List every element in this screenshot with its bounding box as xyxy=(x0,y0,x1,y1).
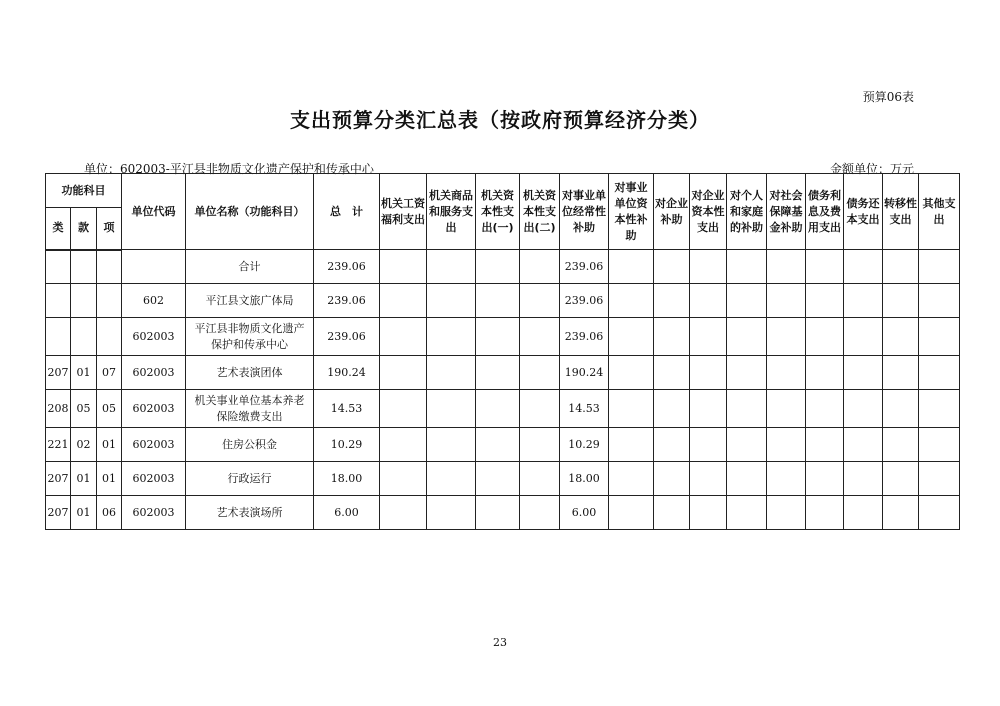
cell-col-6 xyxy=(609,390,654,428)
cell-xiang: 05 xyxy=(97,390,122,428)
header-col-4: 机关资本性支出(二) xyxy=(520,174,560,250)
cell-col-13 xyxy=(883,462,919,496)
cell-kuan xyxy=(71,284,97,318)
cell-col-2 xyxy=(427,250,476,284)
cell-unit-code: 602003 xyxy=(122,496,186,530)
cell-col-10 xyxy=(767,284,806,318)
cell-col-12 xyxy=(844,428,883,462)
cell-total: 239.06 xyxy=(314,284,380,318)
cell-col-7 xyxy=(654,250,690,284)
cell-col-12 xyxy=(844,318,883,356)
cell-col-3 xyxy=(476,390,520,428)
cell-col-11 xyxy=(806,284,844,318)
header-xiang: 项 xyxy=(97,208,122,250)
cell-kuan: 02 xyxy=(71,428,97,462)
cell-total: 190.24 xyxy=(314,356,380,390)
cell-xiang: 01 xyxy=(97,428,122,462)
header-unit-name: 单位名称（功能科目） xyxy=(186,174,314,250)
cell-col-7 xyxy=(654,356,690,390)
cell-col-5: 239.06 xyxy=(560,250,609,284)
cell-col-9 xyxy=(727,356,767,390)
table-row xyxy=(46,284,960,318)
cell-col-4 xyxy=(520,318,560,356)
cell-col-1 xyxy=(380,284,427,318)
header-col-14: 其他支出 xyxy=(919,174,960,250)
cell-col-3 xyxy=(476,462,520,496)
cell-lei xyxy=(46,250,71,284)
header-lei: 类 xyxy=(46,208,71,250)
cell-col-2 xyxy=(427,462,476,496)
cell-col-14 xyxy=(919,496,960,530)
header-col-3: 机关资本性支出(一) xyxy=(476,174,520,250)
page-title: 支出预算分类汇总表（按政府预算经济分类） xyxy=(290,108,710,132)
cell-col-14 xyxy=(919,428,960,462)
cell-col-3 xyxy=(476,318,520,356)
cell-col-6 xyxy=(609,496,654,530)
header-col-9: 对个人和家庭的补助 xyxy=(727,174,767,250)
cell-total: 10.29 xyxy=(314,428,380,462)
cell-unit-name: 艺术表演团体 xyxy=(186,356,314,390)
cell-col-12 xyxy=(844,284,883,318)
cell-col-6 xyxy=(609,284,654,318)
header-func-subject: 功能科目 xyxy=(46,174,122,208)
cell-unit-code xyxy=(122,250,186,284)
cell-col-14 xyxy=(919,356,960,390)
cell-col-4 xyxy=(520,390,560,428)
cell-kuan xyxy=(71,318,97,356)
header-unit-code: 单位代码 xyxy=(122,174,186,250)
cell-col-1 xyxy=(380,428,427,462)
cell-xiang: 07 xyxy=(97,356,122,390)
cell-total: 6.00 xyxy=(314,496,380,530)
cell-lei: 207 xyxy=(46,496,71,530)
cell-col-11 xyxy=(806,462,844,496)
table-row xyxy=(46,250,960,284)
cell-col-4 xyxy=(520,356,560,390)
cell-col-7 xyxy=(654,318,690,356)
cell-col-10 xyxy=(767,462,806,496)
cell-col-10 xyxy=(767,250,806,284)
cell-xiang xyxy=(97,284,122,318)
cell-col-1 xyxy=(380,390,427,428)
cell-col-1 xyxy=(380,496,427,530)
cell-col-13 xyxy=(883,250,919,284)
cell-unit-code: 602003 xyxy=(122,428,186,462)
cell-col-9 xyxy=(727,318,767,356)
cell-col-12 xyxy=(844,356,883,390)
cell-col-2 xyxy=(427,496,476,530)
cell-col-8 xyxy=(690,428,727,462)
cell-lei: 208 xyxy=(46,390,71,428)
cell-col-9 xyxy=(727,390,767,428)
cell-col-3 xyxy=(476,250,520,284)
cell-col-3 xyxy=(476,428,520,462)
cell-kuan: 01 xyxy=(71,462,97,496)
cell-total: 239.06 xyxy=(314,250,380,284)
cell-col-3 xyxy=(476,356,520,390)
cell-col-5: 239.06 xyxy=(560,318,609,356)
cell-col-5: 18.00 xyxy=(560,462,609,496)
page-number: 23 xyxy=(493,636,507,649)
table-row xyxy=(46,318,960,356)
cell-col-4 xyxy=(520,284,560,318)
cell-col-14 xyxy=(919,318,960,356)
cell-col-1 xyxy=(380,318,427,356)
cell-total: 18.00 xyxy=(314,462,380,496)
cell-col-8 xyxy=(690,390,727,428)
header-col-11: 债务利息及费用支出 xyxy=(806,174,844,250)
cell-col-14 xyxy=(919,390,960,428)
cell-unit-name: 行政运行 xyxy=(186,462,314,496)
cell-lei xyxy=(46,284,71,318)
cell-col-2 xyxy=(427,356,476,390)
cell-col-9 xyxy=(727,462,767,496)
cell-col-9 xyxy=(727,284,767,318)
cell-col-10 xyxy=(767,356,806,390)
amount-unit-label: 金额单位：万元 xyxy=(829,162,914,176)
cell-col-1 xyxy=(380,356,427,390)
cell-kuan xyxy=(71,250,97,284)
cell-col-8 xyxy=(690,318,727,356)
header-col-2: 机关商品和服务支出 xyxy=(427,174,476,250)
header-kuan: 款 xyxy=(71,208,97,250)
header-col-10: 对社会保障基金补助 xyxy=(767,174,806,250)
unit-label: 单位：602003-平江县非物质文化遗产保护和传承中心 xyxy=(84,162,374,176)
cell-col-8 xyxy=(690,462,727,496)
cell-col-4 xyxy=(520,428,560,462)
cell-col-8 xyxy=(690,496,727,530)
form-number: 预算06表 xyxy=(862,90,914,104)
cell-unit-code: 602003 xyxy=(122,390,186,428)
cell-col-14 xyxy=(919,250,960,284)
header-col-7: 对企业补助 xyxy=(654,174,690,250)
cell-col-10 xyxy=(767,496,806,530)
cell-col-12 xyxy=(844,462,883,496)
cell-col-11 xyxy=(806,428,844,462)
cell-col-9 xyxy=(727,250,767,284)
cell-col-6 xyxy=(609,356,654,390)
cell-col-1 xyxy=(380,250,427,284)
cell-lei: 221 xyxy=(46,428,71,462)
table-row xyxy=(46,462,960,496)
cell-col-7 xyxy=(654,390,690,428)
table-row xyxy=(46,496,960,530)
cell-kuan: 01 xyxy=(71,356,97,390)
cell-col-2 xyxy=(427,284,476,318)
cell-col-11 xyxy=(806,390,844,428)
header-total: 总 计 xyxy=(314,174,380,250)
cell-col-11 xyxy=(806,318,844,356)
cell-col-14 xyxy=(919,284,960,318)
cell-col-12 xyxy=(844,496,883,530)
cell-unit-name: 艺术表演场所 xyxy=(186,496,314,530)
cell-col-3 xyxy=(476,284,520,318)
cell-col-5: 10.29 xyxy=(560,428,609,462)
cell-lei: 207 xyxy=(46,356,71,390)
cell-unit-name: 合计 xyxy=(186,250,314,284)
cell-col-13 xyxy=(883,496,919,530)
cell-lei: 207 xyxy=(46,462,71,496)
cell-col-5: 6.00 xyxy=(560,496,609,530)
header-col-6: 对事业单位资本性补助 xyxy=(609,174,654,250)
cell-col-10 xyxy=(767,390,806,428)
cell-col-8 xyxy=(690,284,727,318)
cell-col-12 xyxy=(844,390,883,428)
header-col-8: 对企业资本性支出 xyxy=(690,174,727,250)
cell-col-9 xyxy=(727,496,767,530)
cell-col-6 xyxy=(609,428,654,462)
cell-kuan: 01 xyxy=(71,496,97,530)
cell-kuan: 05 xyxy=(71,390,97,428)
cell-col-8 xyxy=(690,356,727,390)
cell-col-2 xyxy=(427,390,476,428)
cell-col-2 xyxy=(427,428,476,462)
cell-col-13 xyxy=(883,318,919,356)
cell-col-3 xyxy=(476,496,520,530)
cell-unit-code: 602003 xyxy=(122,318,186,356)
cell-col-13 xyxy=(883,390,919,428)
cell-lei xyxy=(46,318,71,356)
table-row xyxy=(46,390,960,428)
cell-xiang: 06 xyxy=(97,496,122,530)
cell-col-4 xyxy=(520,250,560,284)
cell-col-14 xyxy=(919,462,960,496)
cell-col-7 xyxy=(654,284,690,318)
cell-col-7 xyxy=(654,428,690,462)
cell-unit-name: 机关事业单位基本养老保险缴费支出 xyxy=(186,390,314,428)
cell-col-5: 239.06 xyxy=(560,284,609,318)
cell-col-7 xyxy=(654,496,690,530)
cell-col-7 xyxy=(654,462,690,496)
cell-unit-code: 602003 xyxy=(122,462,186,496)
cell-unit-name: 平江县文旅广体局 xyxy=(186,284,314,318)
cell-total: 14.53 xyxy=(314,390,380,428)
header-col-1: 机关工资福利支出 xyxy=(380,174,427,250)
header-col-13: 转移性支出 xyxy=(883,174,919,250)
cell-col-8 xyxy=(690,250,727,284)
cell-col-10 xyxy=(767,428,806,462)
cell-unit-name: 住房公积金 xyxy=(186,428,314,462)
cell-col-10 xyxy=(767,318,806,356)
header-col-12: 债务还本支出 xyxy=(844,174,883,250)
cell-col-13 xyxy=(883,284,919,318)
expenditure-table xyxy=(45,173,960,530)
cell-col-6 xyxy=(609,318,654,356)
table-row xyxy=(46,428,960,462)
cell-xiang: 01 xyxy=(97,462,122,496)
header-col-5: 对事业单位经常性补助 xyxy=(560,174,609,250)
cell-col-5: 14.53 xyxy=(560,390,609,428)
cell-col-5: 190.24 xyxy=(560,356,609,390)
cell-col-13 xyxy=(883,356,919,390)
cell-xiang xyxy=(97,318,122,356)
cell-xiang xyxy=(97,250,122,284)
cell-col-6 xyxy=(609,462,654,496)
table-row xyxy=(46,356,960,390)
cell-col-9 xyxy=(727,428,767,462)
cell-col-12 xyxy=(844,250,883,284)
cell-col-13 xyxy=(883,428,919,462)
cell-total: 239.06 xyxy=(314,318,380,356)
cell-col-4 xyxy=(520,462,560,496)
cell-unit-code: 602 xyxy=(122,284,186,318)
cell-col-4 xyxy=(520,496,560,530)
cell-unit-code: 602003 xyxy=(122,356,186,390)
cell-col-11 xyxy=(806,250,844,284)
cell-col-11 xyxy=(806,496,844,530)
cell-col-6 xyxy=(609,250,654,284)
cell-col-2 xyxy=(427,318,476,356)
cell-unit-name: 平江县非物质文化遗产保护和传承中心 xyxy=(186,318,314,356)
cell-col-1 xyxy=(380,462,427,496)
cell-col-11 xyxy=(806,356,844,390)
